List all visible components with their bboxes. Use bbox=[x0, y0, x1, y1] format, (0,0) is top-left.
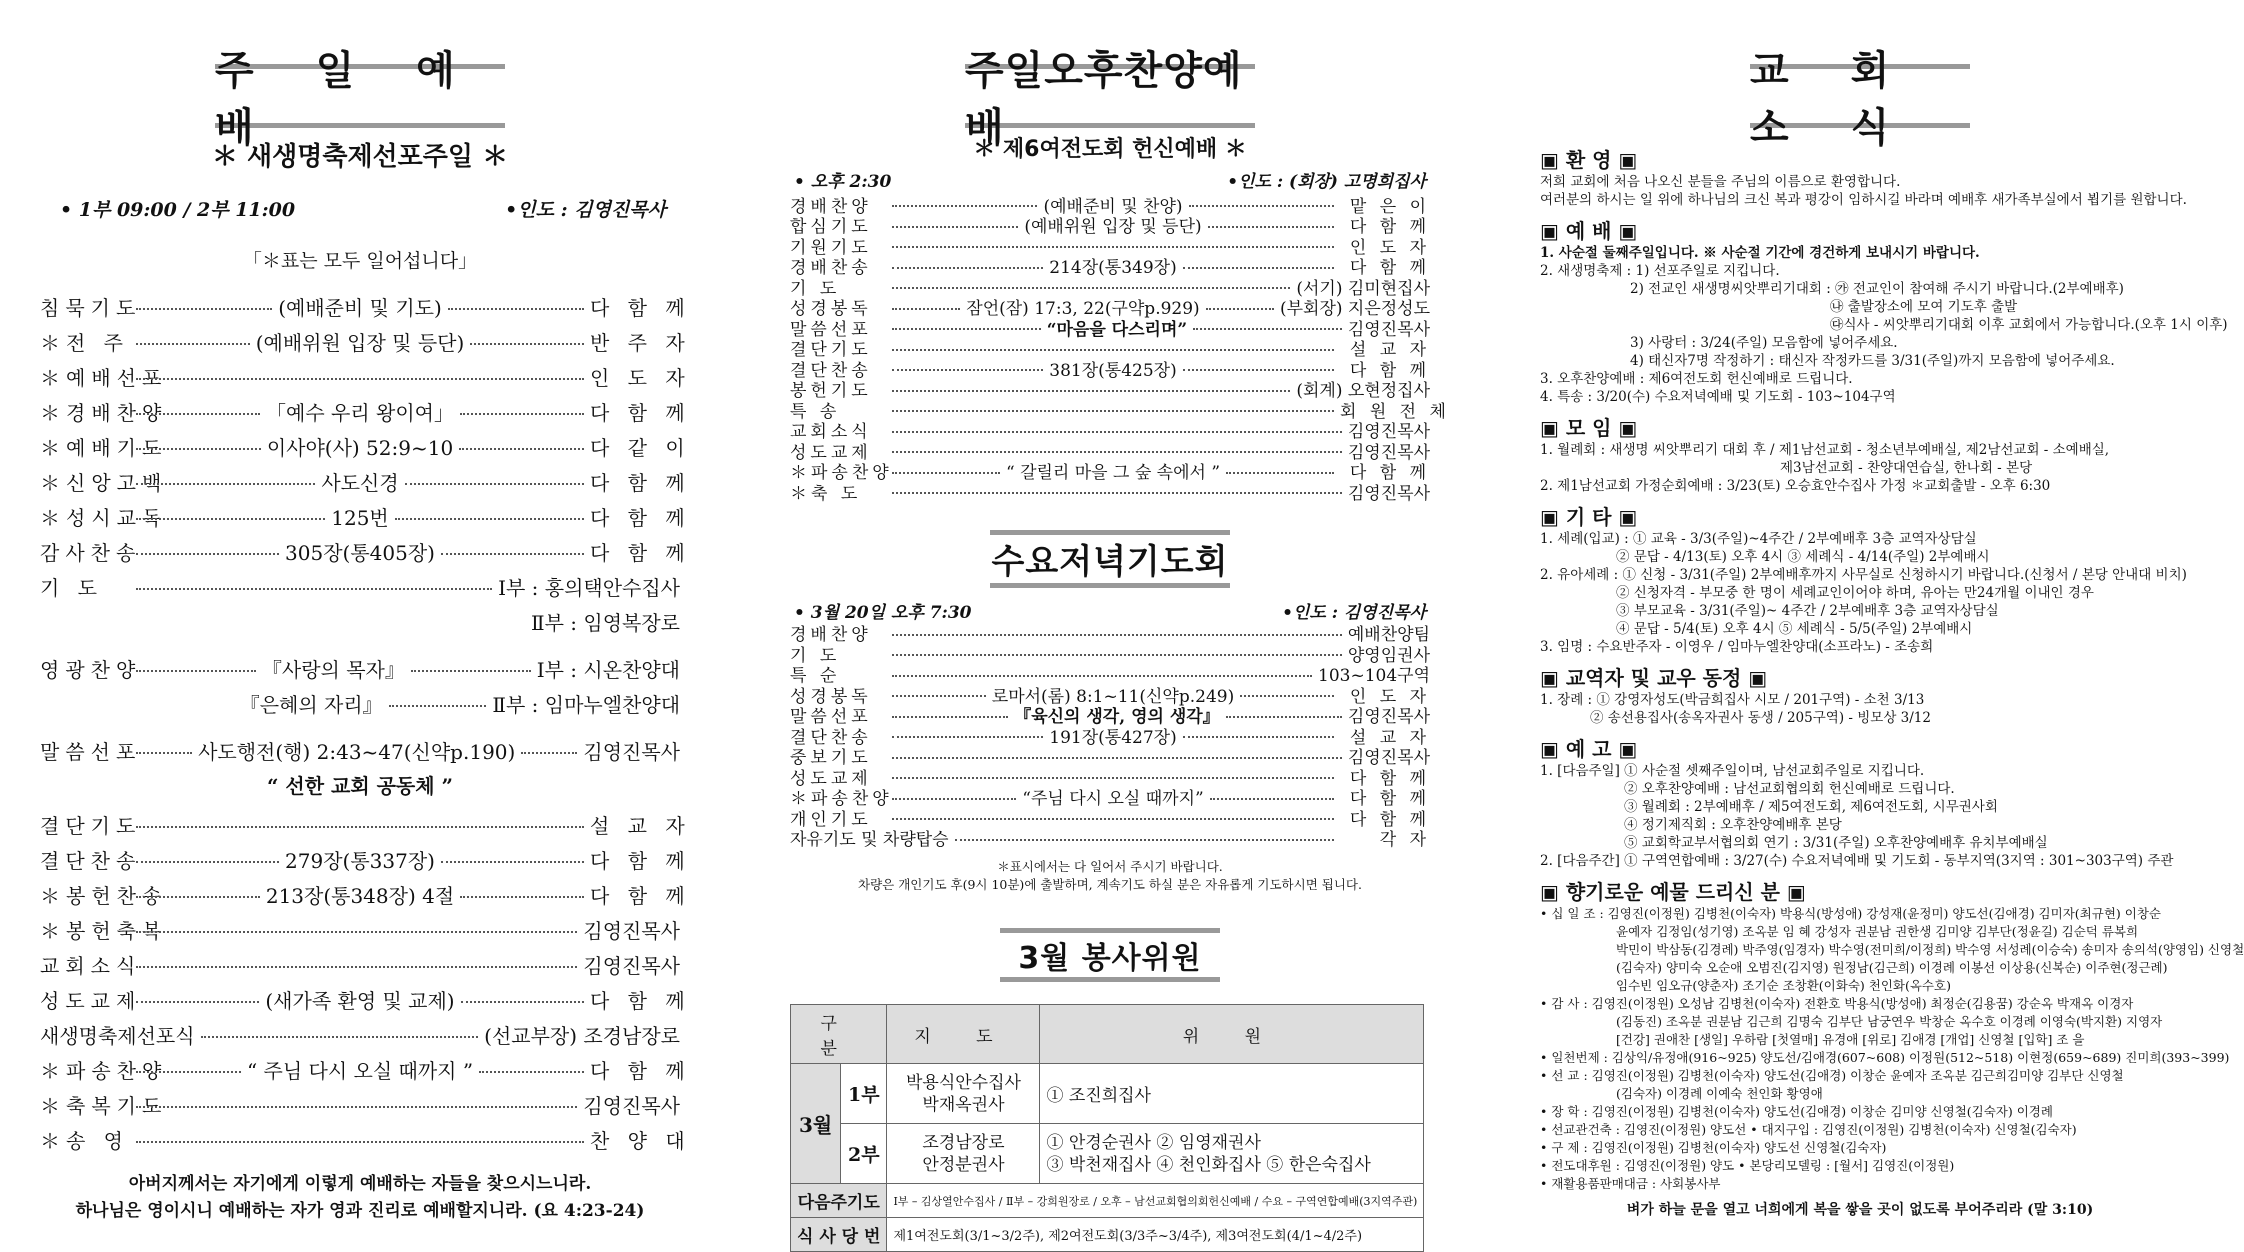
service-row: 자유기도 및 차량탑승 각 자 bbox=[790, 830, 1430, 851]
service-row: 교회소식 김영진목사 bbox=[40, 954, 680, 978]
column-church-news: 교 회 소 식 ▣ 환 영 ▣ 저희 교회에 처음 나오신 분들을 주님의 이름으로 환영합니다. 여러분의 하시는 일 위에 하나님의 크신 복과 평강이 임하시길 바라며 예배후 새가족부실에서 뵙기를 원합니다. ▣ 예 배 ▣ 1. 사순절 둘째주일입니다. ※ 사순절 기간에 경건하게 보내시기 바랍니다. 2. 새생명축제 : 1) 선포주일로 지킵니다. 2) 전교인 새생명씨앗뿌리기대회 : ㉮ 전교인이 참여해 주시기 바랍니다.(2부예배후) ㉯ 출발장소에 모여 기도후 출발 ㉰식사 - 씨앗뿌리기대회 이후 교회에서 가능합니다.(오후 1시 이후) 3) 사랑터 : 3/24(주일) 모음함에 넣어주세요. 4) 태신자7명 작정하기 : 태신자 작정카드를 3/31(주일)까지 모음함에 넣어주세요. 3. 오후찬양예배 : 제6여전도회 헌신예배로 드립니다. 4. 특송 : 3/20(수) 수요저녁예배 및 기도회 - 103~104구역 ▣ 모 임 ▣ 1. 월례회 : 새생명 씨앗뿌리기 대회 후 / 제1남선교회 - 청소년부예배실, 제2남선교회 - 소예배실, 제3남선교회 - 찬양대연습실, 한나회 - 본당 2. 제1남선교회 가정순회예배 : 3/23(토) 오승효안수집사 가정 ＊교회출발 - 오후 6:30 ▣ 기 타 ▣ 1. 세례(입교) : ① 교육 - 3/3(주일)~4주간 / 2부예배후 3층 교역자상담실 ② 문답 - 4/13(토) 오후 4시 ③ 세례식 - 4/14(주일) 2부예배시 2. 유아세례 : ① 신청 - 3/31(주일) 2부예배후까지 사무실로 신청하시기 바랍니다.(신청서 / 본당 안내대 비치) ② 신청자격 - 부모중 한 명이 세례교인이어야 하며, 유아는 만24개월 이내인 경우 ③ 부모교육 - 3/31(주일)~ 4주간 / 2부예배후 3층 교역자상담실 ④ 문답 - 5/4(토) 오후 4시 ⑤ 세례식 - 5/5(주일) 2부예배시 3. 임명 : 수요반주자 - 이영우 / 임마누엘찬양대(소프라노) - 조송희 ▣ 교역자 및 교우 동정 ▣ 1. 장례 : ① 강영자성도(박금희집사 시모 / 201구역) - 소천 3/13 ② 송선용집사(송옥자권사 동생 / 205구역) - 빙모상 3/12 ▣ 예 고 ▣ 1. [다음주일] ① 사순절 셋째주일이며, 남선교회주일로 지킵니다. ② 오후찬양예배 : 남선교회협의회 헌신예배로 드립니다. ③ 월례회 : 2부예배후 / 제5여전도회, 제6여전도회, 시무권사회 ④ 정기제직회 : 오후찬양예배후 본당 ⑤ 교회학교부서협의회 연기 : 3/31(주일) 오후찬양예배후 유치부예배실 2. [다음주간] ① 구역연합예배 : 3/27(수) 수요저녁예배 및 기도회 - 동부지역(3지역 : 301~303구역) 주관 ▣ 향기로운 예물 드리신 분 ▣ • 십 일 조 : 김영진(이정원) 김병천(이숙자) 박용식(방성애) 강성재(윤정미) 양도선(김애경) 김미자(최규현) 이창순 윤예자 김정임(성기영) 조옥분 임 혜 강성자 권분남 권한생 김미양 김부단(정윤길) 김순덕 류복희 박민이 박삼동(김경례) 박주영(임경자) 박수영(전미희/이정희) 박수영 서성례(이승숙) 송미자 송의석(양영임) 신영철 (김숙자) 양미숙 오순애 오범진(김지영) 원정남(김근희) 이경례 이봉선 이상용(신복순) 이주현(정근례) 임수빈 임오규(양춘자) 조기순 조창환(이화숙) 천인화(옥수호) • 감 사 : 김영진(이정원) 오성남 김병천(이숙자) 전환호 박용식(방성애) 최정순(김용꿈) 강순옥 박재옥 이경자 (김동진) 조옥분 권분남 김근희 김명숙 김부단 남궁연우 박창순 옥수호 이경례 이영숙(박지환) 지영자 [건강] 권애찬 [생일] 우하람 [첫열매] 유경애 [위로] 김애경 [개업] 신영철 [입학] 조 을 • 일천번제 : 김상익/유정애(916~925) 양도선/김애경(607~608) 이정원(512~518) 이현정(659~689) 진미희(393~399) • 선 교 : 김영진(이정원) 김병천(이숙자) 양도선(김애경) 이창순 윤예자 조옥분 김근희김미양 김부단 신영철 (김숙자) 이경례 이예숙 천인화 황영애 • 장 학 : 김영진(이정원) 김병천(이숙자) 양도선(김애경) 이창순 김미양 신영철(김숙자) 이경례 • 선교관건축 : 김영진(이정원) 양도선 • 대지구입 : 김영진(이정원) 김병천(이숙자) 신영철(김숙자) • 구 제 : 김영진(이정원) 김병천(이숙자) 양도선 신영철(김숙자) • 전도대후원 : 김영진(이정원) 양도 • 본당리모델링 : [월서] 김영진(이정원) • 재활용품판매대금 : 사회봉사부 벼가 하늘 문을 열고 너희에게 복을 쌓을 곳이 없도록 부어주리라 (말 3:10) bbox=[1540, 48, 2244, 1218]
table-cell: 조경남장로 안정분권사 bbox=[887, 1124, 1040, 1184]
section-meetings: ▣ 모 임 ▣ bbox=[1540, 416, 1638, 440]
column-sunday-worship bbox=[40, 0, 691, 1240]
service-row: 감사찬송 305장(통405장) 다 함 께 bbox=[40, 541, 691, 565]
service-row: 새생명축제선포식 (선교부장) 조경남장로 bbox=[40, 1024, 680, 1048]
service-row: 성경봉독 로마서(롬) 8:1~11(신약p.249) 인 도 자 bbox=[790, 686, 1430, 707]
service-row: ＊봉헌축복 김영진목사 bbox=[40, 919, 680, 943]
service-row: ＊예배기도 이사야(사) 52:9~10 다 같 이 bbox=[40, 436, 691, 460]
afternoon-time: • 오후 2:30 bbox=[794, 172, 892, 192]
table-cell: 1부 bbox=[841, 1064, 887, 1124]
afternoon-worship-title: 주일오후찬양예배 bbox=[965, 64, 1255, 128]
standing-notice: 「＊표는 모두 일어섭니다」 bbox=[242, 250, 478, 272]
afternoon-order bbox=[790, 194, 1450, 504]
wednesday-order bbox=[790, 623, 1430, 849]
service-row: 특 송 회 원 전 체 bbox=[790, 401, 1450, 422]
table-cell: 박용식안수집사 박재옥권사 bbox=[887, 1064, 1040, 1124]
service-row: 『은혜의 자리』 Ⅱ부 : 임마누엘찬양대 bbox=[239, 693, 681, 717]
afternoon-worship-subtitle: ＊ 제6여전도회 헌신예배 ＊ bbox=[973, 137, 1247, 162]
service-row: 기 도 Ⅰ부 : 홍의택안수집사 bbox=[40, 576, 680, 600]
service-row: ＊경배찬양 「예수 우리 왕이여」 다 함 께 bbox=[40, 401, 691, 425]
service-row: ＊축복기도 김영진목사 bbox=[40, 1094, 680, 1118]
wednesday-leader: •인도 : 김영진목사 bbox=[1282, 602, 1426, 623]
service-row: 중보기도 김영진목사 bbox=[790, 748, 1430, 769]
service-row: ＊파송찬양 “ 갈릴리 마을 그 숲 속에서 ” 다 함 께 bbox=[790, 463, 1430, 484]
section-etc: ▣ 기 타 ▣ bbox=[1540, 505, 1638, 529]
sermon-title: “ 선한 교회 공동체 ” bbox=[266, 774, 454, 798]
service-time: • 1부 09:00 / 2부 11:00 bbox=[60, 199, 296, 221]
service-row: ＊파송찬양 “ 주님 다시 오실 때까지 ” 다 함 께 bbox=[40, 1059, 691, 1083]
service-row: 결단찬송 191장(통427장) 설 교 자 bbox=[790, 727, 1430, 748]
service-row: ＊전 주 (예배위원 입장 및 등단) 반 주 자 bbox=[40, 331, 691, 355]
wednesday-prayer-title: 수요저녁기도회 bbox=[990, 530, 1230, 588]
service-row: 특 순 103~104구역 bbox=[790, 666, 1430, 687]
table-header: 구 분 bbox=[791, 1005, 887, 1064]
scripture-footer: 아버지께서는 자기에게 이렇게 예배하는 자들을 찾으시느니라. 하나님은 영이시니 예배하는 자가 영과 진리로 예배할지니라. (요 4:23-24) bbox=[75, 1174, 645, 1221]
table-cell: Ⅰ부 – 김상열안수집사 / Ⅱ부 – 강희원장로 / 오후 – 남선교회협의회헌신예배 / 수요 – 구역연합예배(3지역주관) bbox=[887, 1184, 1424, 1218]
service-row: ＊성시교독 125번 다 함 께 bbox=[40, 506, 691, 530]
table-cell: 2부 bbox=[841, 1124, 887, 1184]
service-row: 침묵기도 (예배준비 및 기도) 다 함 께 bbox=[40, 296, 691, 320]
section-worship: ▣ 예 배 ▣ bbox=[1540, 219, 1638, 243]
service-row: ＊신앙고백 사도신경 다 함 께 bbox=[40, 471, 691, 495]
closing-verse: 벼가 하늘 문을 열고 너희에게 복을 쌓을 곳이 없도록 부어주리라 (말 3:10) bbox=[1626, 1202, 2094, 1218]
sunday-worship-subtitle: ＊ 새생명축제선포주일 ＊ bbox=[211, 142, 509, 172]
service-row: 경배찬양 예배찬양팀 bbox=[790, 625, 1430, 646]
service-row: 말씀선포 『육신의 생각, 영의 생각』 김영진목사 bbox=[790, 707, 1431, 728]
service-row: 결단찬송 381장(통425장) 다 함 께 bbox=[790, 360, 1430, 381]
service-row: 영광찬양 『사랑의 목자』 Ⅰ부 : 시온찬양대 bbox=[40, 658, 680, 682]
service-row: 교회소식 김영진목사 bbox=[790, 422, 1430, 443]
section-welcome: ▣ 환 영 ▣ bbox=[1540, 148, 1638, 172]
service-row: 경배찬양 (예배준비 및 찬양) 맡 은 이 bbox=[790, 196, 1430, 217]
section-offerings: ▣ 향기로운 예물 드리신 분 ▣ bbox=[1540, 880, 1806, 904]
service-row: 기 도 양영임권사 bbox=[790, 645, 1430, 666]
column-afternoon-worship bbox=[790, 0, 1450, 1247]
table-header: 지 도 bbox=[887, 1005, 1040, 1064]
service-leader: •인도 : 김영진목사 bbox=[505, 199, 666, 221]
volunteers-title: 3월 봉사위원 bbox=[1000, 928, 1220, 982]
section-preview: ▣ 예 고 ▣ bbox=[1540, 737, 1638, 761]
service-row: 말씀선포 “마음을 다스리며” 김영진목사 bbox=[790, 319, 1430, 340]
service-row: 결단기도 설 교 자 bbox=[790, 340, 1430, 361]
service-row: 기원기도 인 도 자 bbox=[790, 237, 1430, 258]
table-cell: ① 조진희집사 bbox=[1040, 1064, 1424, 1124]
service-row: 성도교제 다 함 께 bbox=[790, 768, 1430, 789]
sunday-worship-title: 주 일 예 배 bbox=[215, 64, 505, 128]
table-cell: 3월 bbox=[791, 1064, 841, 1184]
service-row: ＊봉헌찬송 213장(통348장) 4절 다 함 께 bbox=[40, 884, 691, 908]
table-header: 위 원 bbox=[1040, 1005, 1424, 1064]
wednesday-time: • 3월 20일 오후 7:30 bbox=[794, 602, 972, 623]
service-row: 성도교제 (새가족 환영 및 교제) 다 함 께 bbox=[40, 989, 691, 1013]
service-row: ＊예배선포 인 도 자 bbox=[40, 366, 691, 390]
service-row: 기 도 (서기) 김미현집사 bbox=[790, 278, 1430, 299]
church-news-title: 교 회 소 식 bbox=[1750, 64, 1970, 128]
service-row: Ⅱ부 : 임영복장로 bbox=[531, 611, 680, 635]
service-row: 결단찬송 279장(통337장) 다 함 께 bbox=[40, 849, 691, 873]
table-cell: 제1여전도회(3/1~3/2주), 제2여전도회(3/3주~3/4주), 제3여전도회(4/1~4/2주) bbox=[887, 1218, 1424, 1252]
service-row: 결단기도 설 교 자 bbox=[40, 814, 691, 838]
car-note: 차량은 개인기도 후(9시 10분)에 출발하며, 계속기도 하실 분은 자유롭게 기도하시면 됩니다. bbox=[858, 877, 1362, 892]
volunteers-table bbox=[790, 1004, 1424, 1252]
section-news: ▣ 교역자 및 교우 동정 ▣ bbox=[1540, 666, 1768, 690]
service-row: ＊송 영 찬 양 대 bbox=[40, 1129, 691, 1153]
table-cell: 다음주기도 bbox=[791, 1184, 887, 1218]
service-row: 합심기도 (예배위원 입장 및 등단) 다 함 께 bbox=[790, 217, 1430, 238]
order-of-service bbox=[40, 289, 691, 1157]
service-row: ＊파송찬양 “주님 다시 오실 때까지” 다 함 께 bbox=[790, 789, 1430, 810]
service-row: 경배찬송 214장(통349장) 다 함 께 bbox=[790, 258, 1430, 279]
service-row: ＊축 도 김영진목사 bbox=[790, 483, 1430, 504]
service-row: 말씀선포 사도행전(행) 2:43~47(신약p.190) 김영진목사 bbox=[40, 740, 680, 764]
service-row: 개인기도 다 함 께 bbox=[790, 809, 1430, 830]
service-row: 성경봉독 잠언(잠) 17:3, 22(구약p.929) (부회장) 지은정성도 bbox=[790, 299, 1431, 320]
table-cell: ① 안경순권사 ② 임영재권사 ③ 박천재집사 ④ 천인화집사 ⑤ 한은숙집사 bbox=[1040, 1124, 1424, 1184]
table-cell: 식 사 당 번 bbox=[791, 1218, 887, 1252]
service-row: 성도교제 김영진목사 bbox=[790, 442, 1430, 463]
service-row: 봉헌기도 (회계) 오현정집사 bbox=[790, 381, 1430, 402]
afternoon-leader: •인도 : (회장) 고명희집사 bbox=[1227, 172, 1426, 192]
standing-note: ＊표시에서는 다 일어서 주시기 바랍니다. bbox=[997, 859, 1223, 874]
